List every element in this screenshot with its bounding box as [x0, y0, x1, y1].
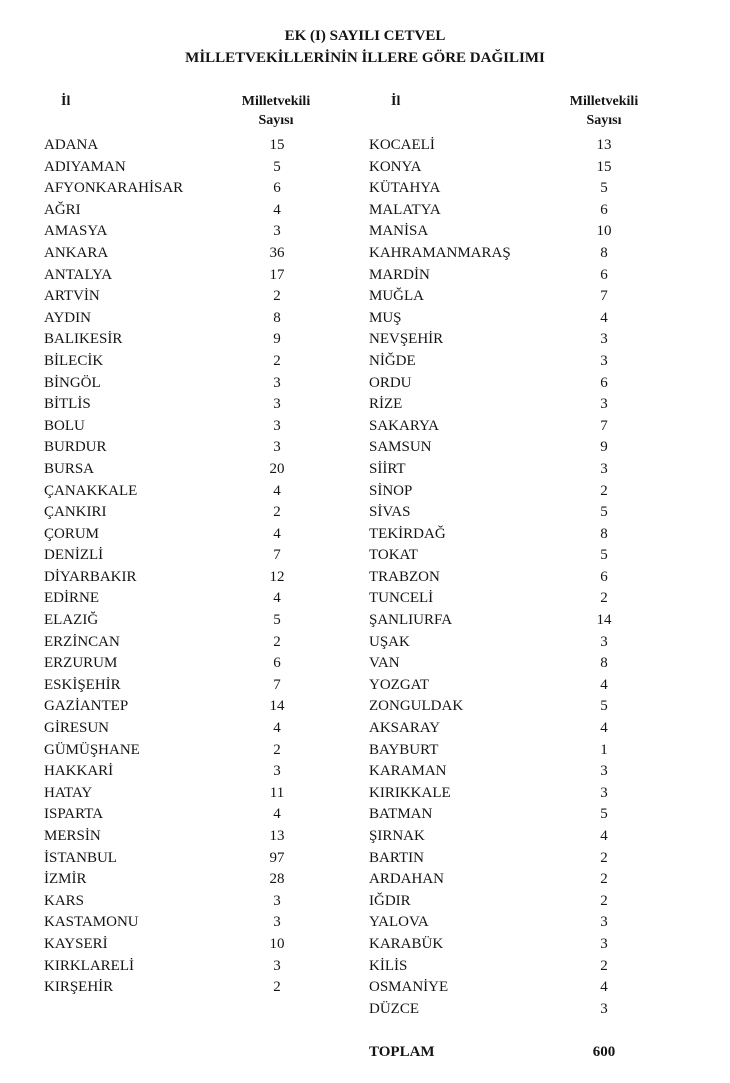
deputy-count: 8	[600, 655, 608, 672]
province-name: TUNCELİ	[369, 590, 434, 607]
province-row	[369, 178, 669, 200]
province-name: EDİRNE	[44, 590, 99, 607]
deputy-count: 3	[600, 331, 608, 348]
province-row	[369, 718, 669, 740]
deputy-count: 28	[269, 871, 285, 888]
province-name: ARTVİN	[44, 288, 100, 305]
province-row	[44, 416, 344, 438]
province-name: NİĞDE	[369, 352, 416, 369]
province-name: AĞRI	[44, 201, 81, 218]
document-title: EK (I) SAYILI CETVEL	[284, 28, 446, 44]
province-row	[369, 826, 669, 848]
province-row	[369, 286, 669, 308]
deputy-count: 97	[269, 849, 285, 866]
province-name: VAN	[369, 655, 400, 672]
deputy-count: 7	[273, 547, 281, 564]
deputy-count: 3	[600, 460, 608, 477]
province-name: ARDAHAN	[369, 871, 444, 888]
province-name: IĞDIR	[369, 892, 411, 909]
province-name: YOZGAT	[369, 676, 429, 693]
province-name: NEVŞEHİR	[369, 331, 444, 348]
province-name: ÇORUM	[44, 525, 100, 542]
province-row	[369, 329, 669, 351]
province-name: AMASYA	[44, 223, 108, 240]
province-row	[369, 524, 669, 546]
province-name: SİVAS	[369, 504, 411, 521]
province-name: ŞANLIURFA	[369, 612, 453, 629]
deputy-count: 3	[600, 914, 608, 931]
province-row	[369, 891, 669, 913]
deputy-count: 2	[600, 590, 608, 607]
deputy-count: 2	[273, 741, 281, 758]
province-name: KIRŞEHİR	[44, 979, 114, 996]
province-name: ERZİNCAN	[44, 633, 120, 650]
province-name: KOCAELİ	[369, 137, 435, 153]
province-name: İSTANBUL	[44, 849, 117, 866]
deputy-count: 14	[596, 612, 612, 629]
province-name: YALOVA	[369, 914, 429, 931]
province-name: ELAZIĞ	[44, 612, 99, 629]
province-row	[44, 804, 344, 826]
deputy-count: 10	[269, 935, 285, 952]
province-row	[44, 956, 344, 978]
province-name: ÇANKIRI	[44, 504, 107, 521]
province-name: MUĞLA	[369, 288, 424, 305]
province-row	[44, 265, 344, 287]
province-name: ŞIRNAK	[369, 828, 425, 844]
deputy-count: 3	[600, 352, 608, 369]
province-name: KIRKLARELİ	[44, 957, 134, 974]
province-name: OSMANİYE	[369, 979, 449, 996]
deputy-count: 13	[596, 137, 612, 153]
province-name: ADIYAMAN	[44, 158, 126, 175]
province-row	[44, 373, 344, 395]
deputy-count: 36	[269, 244, 285, 261]
province-row	[44, 869, 344, 891]
deputy-count: 12	[269, 568, 285, 585]
province-row	[44, 653, 344, 675]
left-count-header	[221, 92, 331, 130]
province-name: AYDIN	[44, 309, 91, 326]
province-name: BOLU	[44, 417, 85, 434]
province-name: ADANA	[44, 137, 99, 153]
deputy-count: 7	[273, 676, 281, 693]
province-name: SAMSUN	[369, 439, 432, 456]
total-label: TOPLAM	[369, 1044, 435, 1060]
deputy-count: 7	[600, 288, 608, 305]
province-name: SİNOP	[369, 482, 413, 499]
deputy-count: 2	[600, 957, 608, 974]
deputy-count: 5	[600, 806, 608, 823]
deputy-count: 3	[600, 763, 608, 780]
deputy-count: 5	[273, 158, 281, 175]
province-name: KARAMAN	[369, 763, 447, 780]
deputy-count: 2	[273, 288, 281, 305]
province-row	[369, 934, 669, 956]
deputy-count: 4	[600, 676, 608, 693]
province-name: ÇANAKKALE	[44, 482, 138, 499]
province-name: KONYA	[369, 158, 422, 175]
deputy-count: 5	[600, 698, 608, 715]
deputy-count: 6	[600, 374, 608, 391]
deputy-count: 4	[273, 482, 281, 499]
province-row	[44, 135, 344, 157]
province-name: MANİSA	[369, 223, 429, 240]
deputy-count: 8	[600, 244, 608, 261]
deputy-count: 3	[273, 417, 281, 434]
province-name: KARABÜK	[369, 935, 444, 952]
deputy-count: 6	[600, 568, 608, 585]
province-row	[369, 135, 669, 157]
province-name: DİYARBAKIR	[44, 568, 137, 585]
deputy-count: 10	[596, 223, 612, 240]
province-row	[369, 567, 669, 589]
province-row	[44, 243, 344, 265]
province-row	[44, 394, 344, 416]
province-name: TOKAT	[369, 547, 418, 564]
province-row	[44, 221, 344, 243]
province-row	[44, 200, 344, 222]
province-name: BALIKESİR	[44, 331, 123, 348]
province-name: SİİRT	[369, 460, 406, 477]
province-name: TRABZON	[369, 568, 440, 585]
right-province-header: İl	[391, 94, 401, 109]
province-name: KİLİS	[369, 957, 408, 974]
deputy-count: 3	[273, 396, 281, 413]
province-row	[369, 481, 669, 503]
province-name: KAYSERİ	[44, 935, 108, 952]
right-count-header-line2: Sayısı	[586, 113, 622, 128]
province-row	[369, 783, 669, 805]
province-row	[44, 567, 344, 589]
deputy-count: 4	[600, 828, 608, 844]
province-row	[369, 588, 669, 610]
deputy-count: 14	[269, 698, 285, 715]
province-row	[369, 545, 669, 567]
province-row	[44, 481, 344, 503]
deputy-count: 15	[269, 137, 285, 153]
province-row	[369, 243, 669, 265]
province-name: SAKARYA	[369, 417, 440, 434]
province-row	[369, 653, 669, 675]
deputy-count: 17	[269, 266, 285, 283]
province-row	[369, 761, 669, 783]
deputy-count: 9	[273, 331, 281, 348]
deputy-count: 4	[273, 525, 281, 542]
province-row	[369, 804, 669, 826]
province-row	[44, 977, 344, 999]
province-row	[369, 999, 669, 1021]
province-name: GİRESUN	[44, 720, 110, 737]
province-row	[44, 459, 344, 481]
province-name: TEKİRDAĞ	[369, 525, 446, 542]
deputy-count: 3	[600, 396, 608, 413]
deputy-count: 3	[273, 374, 281, 391]
province-name: HAKKARİ	[44, 763, 114, 780]
left-province-table	[44, 135, 344, 999]
deputy-count: 15	[596, 158, 612, 175]
province-row	[369, 459, 669, 481]
right-count-header-line1: Milletvekili	[569, 94, 639, 109]
deputy-count: 4	[273, 720, 281, 737]
province-row	[44, 588, 344, 610]
province-row	[369, 351, 669, 373]
province-name: KAHRAMANMARAŞ	[369, 244, 511, 261]
province-name: DÜZCE	[369, 1000, 419, 1017]
province-row	[44, 308, 344, 330]
province-row	[369, 977, 669, 999]
deputy-count: 2	[600, 849, 608, 866]
province-name: KASTAMONU	[44, 914, 139, 931]
deputy-count: 2	[273, 352, 281, 369]
province-name: GÜMÜŞHANE	[44, 741, 140, 758]
deputy-count: 3	[273, 914, 281, 931]
deputy-count: 3	[273, 763, 281, 780]
deputy-count: 13	[269, 828, 285, 844]
province-name: HATAY	[44, 784, 93, 801]
province-row	[44, 934, 344, 956]
deputy-count: 6	[600, 201, 608, 218]
deputy-count: 4	[600, 720, 608, 737]
deputy-count: 1	[600, 741, 608, 758]
province-row	[369, 308, 669, 330]
province-row	[369, 200, 669, 222]
deputy-count: 3	[600, 633, 608, 650]
deputy-count: 3	[273, 892, 281, 909]
right-count-header	[549, 92, 659, 130]
province-name: ISPARTA	[44, 806, 104, 823]
province-name: BURDUR	[44, 439, 107, 456]
province-row	[44, 178, 344, 200]
province-name: KÜTAHYA	[369, 180, 441, 197]
province-row	[44, 157, 344, 179]
province-row	[369, 610, 669, 632]
province-row	[369, 912, 669, 934]
province-row	[44, 826, 344, 848]
province-name: ERZURUM	[44, 655, 118, 672]
deputy-count: 8	[600, 525, 608, 542]
deputy-count: 3	[273, 957, 281, 974]
province-row	[44, 675, 344, 697]
deputy-count: 8	[273, 309, 281, 326]
province-name: BİLECİK	[44, 352, 104, 369]
province-name: ANKARA	[44, 244, 109, 261]
right-province-table	[369, 135, 669, 1020]
province-name: BİTLİS	[44, 396, 91, 413]
province-name: ZONGULDAK	[369, 698, 464, 715]
deputy-count: 3	[273, 223, 281, 240]
province-name: AFYONKARAHİSAR	[44, 180, 184, 197]
province-row	[369, 869, 669, 891]
province-name: MERSİN	[44, 828, 101, 844]
deputy-count: 2	[273, 633, 281, 650]
province-row	[44, 502, 344, 524]
province-name: BARTIN	[369, 849, 424, 866]
province-name: KARS	[44, 892, 85, 909]
deputy-count: 2	[273, 979, 281, 996]
province-name: BATMAN	[369, 806, 433, 823]
province-name: BAYBURT	[369, 741, 439, 758]
deputy-count: 4	[600, 979, 608, 996]
province-name: UŞAK	[369, 633, 410, 650]
province-row	[369, 502, 669, 524]
left-count-header-line2: Sayısı	[258, 113, 294, 128]
province-name: ORDU	[369, 374, 412, 391]
province-row	[44, 783, 344, 805]
province-name: ANTALYA	[44, 266, 113, 283]
deputy-count: 3	[600, 1000, 608, 1017]
province-row	[369, 157, 669, 179]
province-row	[369, 956, 669, 978]
deputy-count: 4	[273, 201, 281, 218]
total-value: 600	[592, 1044, 616, 1060]
province-name: AKSARAY	[369, 720, 441, 737]
deputy-count: 6	[273, 180, 281, 197]
deputy-count: 5	[273, 612, 281, 629]
province-row	[44, 718, 344, 740]
deputy-count: 4	[273, 590, 281, 607]
province-row	[44, 610, 344, 632]
province-row	[44, 740, 344, 762]
province-row	[44, 524, 344, 546]
province-name: BİNGÖL	[44, 374, 101, 391]
province-row	[44, 912, 344, 934]
province-name: KIRIKKALE	[369, 784, 451, 801]
province-row	[369, 675, 669, 697]
province-row	[369, 416, 669, 438]
deputy-count: 5	[600, 504, 608, 521]
deputy-count: 11	[269, 784, 285, 801]
deputy-count: 4	[600, 309, 608, 326]
province-name: RİZE	[369, 396, 403, 413]
deputy-count: 5	[600, 180, 608, 197]
province-name: MUŞ	[369, 309, 402, 326]
province-row	[44, 632, 344, 654]
province-row	[369, 740, 669, 762]
province-row	[369, 221, 669, 243]
province-name: MARDİN	[369, 266, 430, 283]
province-row	[44, 286, 344, 308]
province-row	[44, 545, 344, 567]
province-row	[44, 891, 344, 913]
province-row	[369, 437, 669, 459]
deputy-count: 5	[600, 547, 608, 564]
deputy-count: 3	[600, 935, 608, 952]
left-province-header: İl	[61, 94, 71, 109]
province-name: DENİZLİ	[44, 547, 104, 564]
deputy-count: 4	[273, 806, 281, 823]
province-name: İZMİR	[44, 871, 87, 888]
deputy-count: 20	[269, 460, 285, 477]
province-row	[44, 437, 344, 459]
province-row	[369, 265, 669, 287]
deputy-count: 7	[600, 417, 608, 434]
left-count-header-line1: Milletvekili	[241, 94, 311, 109]
province-name: GAZİANTEP	[44, 698, 129, 715]
deputy-count: 6	[273, 655, 281, 672]
province-row	[44, 761, 344, 783]
document-subtitle: MİLLETVEKİLLERİNİN İLLERE GÖRE DAĞILIMI	[185, 50, 545, 66]
deputy-count: 3	[273, 439, 281, 456]
province-name: ESKİŞEHİR	[44, 676, 121, 693]
deputy-count: 2	[600, 892, 608, 909]
province-row	[44, 351, 344, 373]
province-row	[44, 848, 344, 870]
deputy-count: 6	[600, 266, 608, 283]
province-name: MALATYA	[369, 201, 441, 218]
province-row	[369, 696, 669, 718]
province-row	[369, 394, 669, 416]
deputy-count: 2	[600, 871, 608, 888]
province-row	[369, 848, 669, 870]
province-row	[369, 632, 669, 654]
deputy-count: 2	[273, 504, 281, 521]
province-row	[369, 373, 669, 395]
deputy-count: 2	[600, 482, 608, 499]
province-row	[44, 329, 344, 351]
deputy-count: 9	[600, 439, 608, 456]
province-name: BURSA	[44, 460, 95, 477]
province-row	[44, 696, 344, 718]
deputy-count: 3	[600, 784, 608, 801]
